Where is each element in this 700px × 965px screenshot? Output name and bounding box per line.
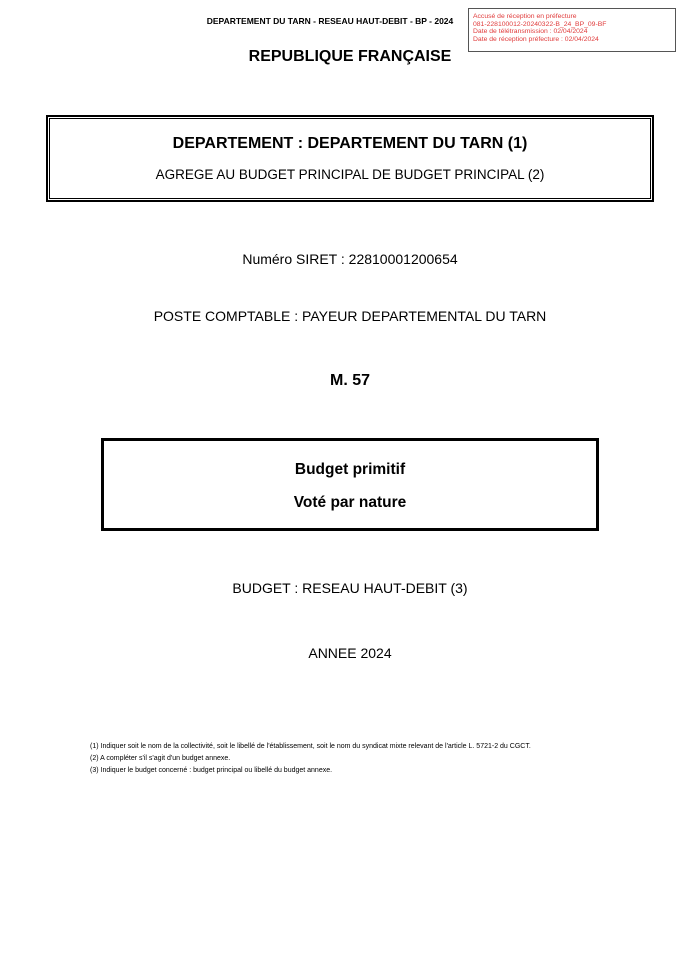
footnote: (2) A compléter s'il s'agit d'un budget annexe.	[90, 755, 231, 762]
poste-comptable: POSTE COMPTABLE : PAYEUR DEPARTEMENTAL DU TARN	[153, 308, 547, 324]
stamp-line: Date de réception préfecture : 02/04/2024	[473, 35, 599, 43]
budget-type-box	[101, 438, 599, 531]
footnote: (3) Indiquer le budget concerné : budget principal ou libellé du budget annexe.	[90, 767, 333, 774]
stamp-line: Date de télétransmission : 02/04/2024	[473, 28, 588, 36]
departement-subtitle: AGREGE AU BUDGET PRINCIPAL DE BUDGET PRINCIPAL (2)	[155, 167, 545, 182]
departement-title: DEPARTEMENT : DEPARTEMENT DU TARN (1)	[172, 135, 528, 152]
annee: ANNEE 2024	[308, 645, 392, 661]
stamp-line: 081-228100012-20240322-B_24_BP_09-BF	[473, 20, 607, 28]
header-title: DEPARTEMENT DU TARN - RESEAU HAUT-DEBIT - BP - 2024	[206, 16, 454, 26]
footnote: (1) Indiquer soit le nom de la collectivité, soit le libellé de l'établissement, soit le nom du syndicat mixte relevant de l'article L. 5721-2 du CGCT.	[90, 743, 531, 750]
departement-box	[46, 115, 654, 202]
nomenclature: M. 57	[329, 372, 370, 389]
reception-stamp	[468, 8, 676, 52]
siret-number: Numéro SIRET : 22810001200654	[242, 251, 458, 267]
budget-primitif: Budget primitif	[294, 461, 406, 478]
stamp-line: Accusé de réception en préfecture	[473, 13, 577, 20]
budget-name: BUDGET : RESEAU HAUT-DEBIT (3)	[232, 580, 468, 596]
republique-title: REPUBLIQUE FRANÇAISE	[248, 48, 452, 65]
vote-par-nature: Voté par nature	[293, 494, 407, 511]
